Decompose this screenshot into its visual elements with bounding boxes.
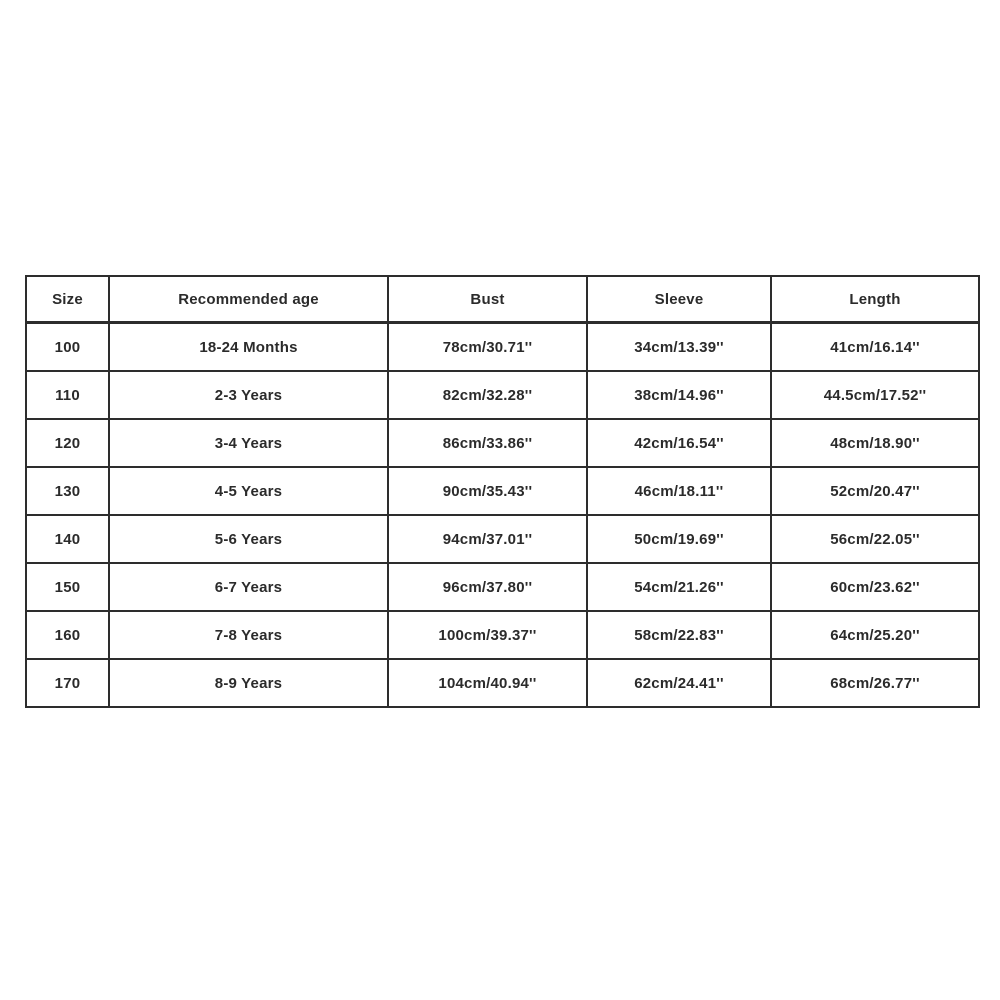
table-cell: 18-24 Months [109, 323, 388, 372]
column-header: Bust [388, 276, 587, 323]
table-cell: 62cm/24.41'' [587, 659, 771, 707]
table-cell: 104cm/40.94'' [388, 659, 587, 707]
table-cell: 34cm/13.39'' [587, 323, 771, 372]
column-header: Recommended age [109, 276, 388, 323]
table-cell: 96cm/37.80'' [388, 563, 587, 611]
header-row [26, 276, 979, 323]
table-cell: 130 [26, 467, 109, 515]
table-cell: 5-6 Years [109, 515, 388, 563]
table-cell: 100 [26, 323, 109, 372]
table-cell: 48cm/18.90'' [771, 419, 979, 467]
column-header: Length [771, 276, 979, 323]
table-cell: 41cm/16.14'' [771, 323, 979, 372]
table-cell: 46cm/18.11'' [587, 467, 771, 515]
table-cell: 94cm/37.01'' [388, 515, 587, 563]
table-row [26, 611, 979, 659]
table-cell: 60cm/23.62'' [771, 563, 979, 611]
column-header: Size [26, 276, 109, 323]
table-row [26, 467, 979, 515]
table-cell: 170 [26, 659, 109, 707]
table-cell: 100cm/39.37'' [388, 611, 587, 659]
table-cell: 86cm/33.86'' [388, 419, 587, 467]
size-chart-header [26, 276, 979, 323]
table-cell: 56cm/22.05'' [771, 515, 979, 563]
table-cell: 90cm/35.43'' [388, 467, 587, 515]
table-cell: 120 [26, 419, 109, 467]
table-cell: 110 [26, 371, 109, 419]
table-cell: 82cm/32.28'' [388, 371, 587, 419]
table-cell: 50cm/19.69'' [587, 515, 771, 563]
table-row [26, 323, 979, 372]
table-row [26, 515, 979, 563]
table-cell: 7-8 Years [109, 611, 388, 659]
table-cell: 2-3 Years [109, 371, 388, 419]
table-cell: 38cm/14.96'' [587, 371, 771, 419]
table-cell: 54cm/21.26'' [587, 563, 771, 611]
table-row [26, 371, 979, 419]
table-cell: 150 [26, 563, 109, 611]
size-chart-body [26, 323, 979, 708]
table-cell: 42cm/16.54'' [587, 419, 771, 467]
table-row [26, 419, 979, 467]
table-cell: 160 [26, 611, 109, 659]
size-chart [25, 275, 978, 708]
table-cell: 58cm/22.83'' [587, 611, 771, 659]
table-cell: 78cm/30.71'' [388, 323, 587, 372]
table-row [26, 563, 979, 611]
table-cell: 68cm/26.77'' [771, 659, 979, 707]
table-cell: 4-5 Years [109, 467, 388, 515]
table-row [26, 659, 979, 707]
table-cell: 64cm/25.20'' [771, 611, 979, 659]
size-chart-table [25, 275, 980, 708]
column-header: Sleeve [587, 276, 771, 323]
table-cell: 6-7 Years [109, 563, 388, 611]
table-cell: 52cm/20.47'' [771, 467, 979, 515]
table-cell: 44.5cm/17.52'' [771, 371, 979, 419]
table-cell: 3-4 Years [109, 419, 388, 467]
table-cell: 8-9 Years [109, 659, 388, 707]
table-cell: 140 [26, 515, 109, 563]
